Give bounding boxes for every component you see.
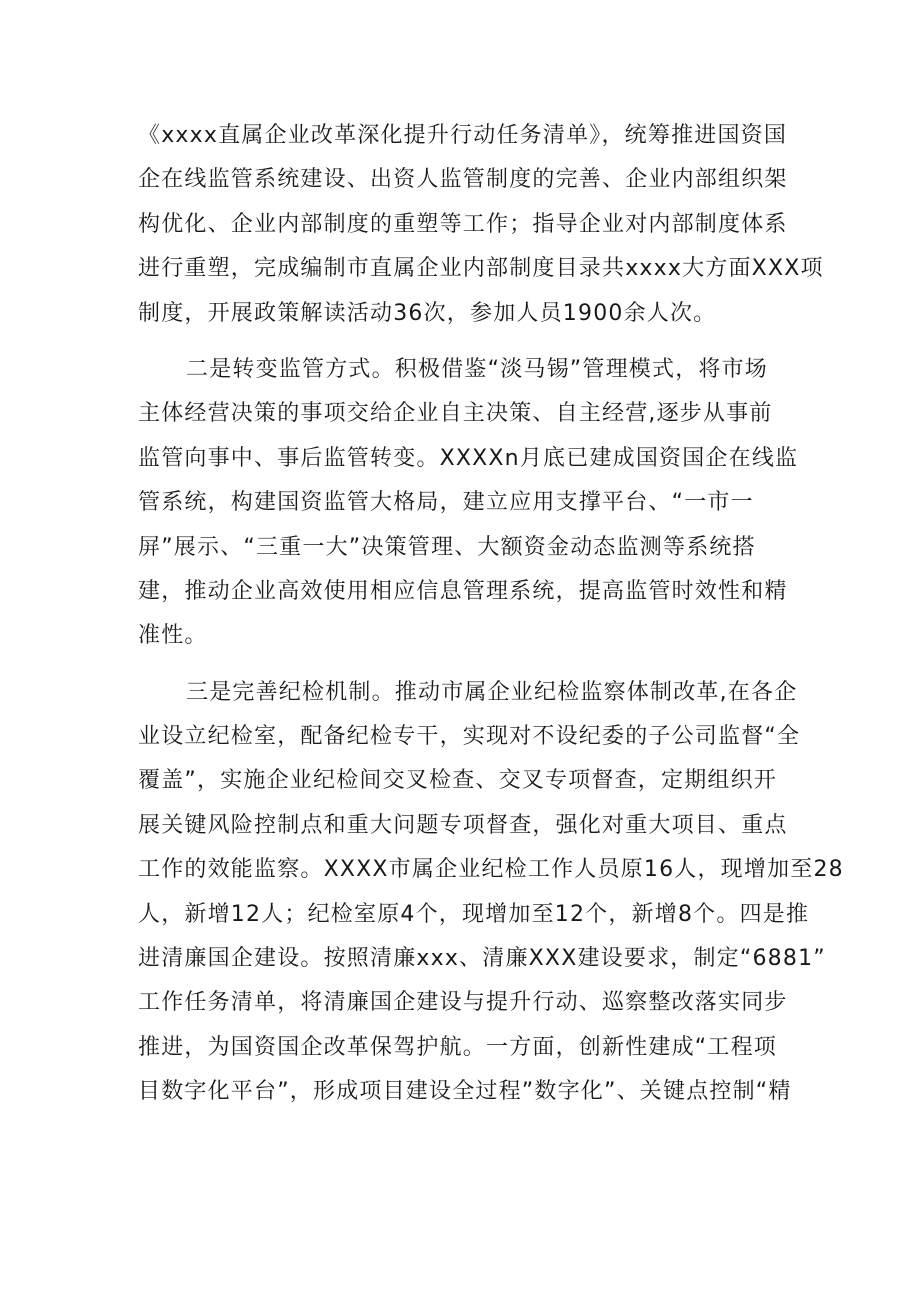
text-line: 进清廉国企建设。按照清廉xxx、清廉XXX建设要求，制定“6881” bbox=[138, 946, 826, 972]
text-line: 构优化、企业内部制度的重塑等工作；指导企业对内部制度体系 bbox=[138, 211, 788, 237]
text-line: 监管向事中、事后监管转变。XXXXn月底已建成国资国企在线监 bbox=[138, 445, 799, 471]
text-line: 人，新增12人；纪检室原4个，现增加至12个，新增8个。四是推 bbox=[138, 901, 810, 927]
text-line: 屏”展示、“三重一大”决策管理、大额资金动态监测等系统搭 bbox=[138, 534, 756, 560]
text-line: 工作的效能监察。XXXX市属企业纪检工作人员原16人，现增加至28 bbox=[138, 857, 844, 883]
text-line: 主体经营决策的事项交给企业自主决策、自主经营,逐步从事前 bbox=[138, 401, 773, 427]
text-line: 准性。 bbox=[138, 623, 208, 649]
text-line: 二是转变监管方式。积极借鉴“淡马锡”管理模式，将市场 bbox=[186, 356, 768, 382]
text-line: 展关键风险控制点和重大问题专项督查，强化对重大项目、重点 bbox=[138, 812, 788, 838]
text-line: 建，推动企业高效使用相应信息管理系统，提高监管时效性和精 bbox=[138, 578, 788, 604]
text-line: 制度，开展政策解读活动36次，参加人员1900余人次。 bbox=[138, 300, 717, 326]
text-line: 《xxxx直属企业改革深化提升行动任务清单》，统筹推进国资国 bbox=[138, 123, 788, 148]
text-line: 进行重塑，完成编制市直属企业内部制度目录共xxxx大方面XXX项 bbox=[138, 256, 824, 282]
text-line: 覆盖”，实施企业纪检间交叉检查、交叉专项督查，定期组织开 bbox=[138, 768, 777, 794]
paragraph-gap bbox=[138, 659, 798, 671]
text-line: 三是完善纪检机制。推动市属企业纪检监察体制改革,在各企 bbox=[186, 679, 798, 705]
paragraph-1 bbox=[138, 114, 824, 336]
text-line: 管系统，构建国资监管大格局，建立应用支撑平台、“一市一 bbox=[138, 490, 754, 516]
text-line: 推进，为国资国企改革保驾护航。一方面，创新性建成“工程项 bbox=[138, 1034, 777, 1060]
text-line: 工作任务清单，将清廉国企建设与提升行动、巡察整改落实同步 bbox=[138, 990, 788, 1016]
paragraph-2 bbox=[138, 348, 798, 659]
text-line: 企在线监管系统建设、出资人监管制度的完善、企业内部组织架 bbox=[138, 167, 788, 193]
body-text bbox=[138, 114, 844, 1115]
paragraph-gap bbox=[138, 336, 798, 348]
text-line: 目数字化平台”，形成项目建设全过程”数字化”、关键点控制“精 bbox=[138, 1079, 792, 1105]
paragraph-3 bbox=[138, 671, 844, 1115]
text-line: 业设立纪检室，配备纪检专干，实现对不设纪委的子公司监督“全 bbox=[138, 724, 801, 750]
